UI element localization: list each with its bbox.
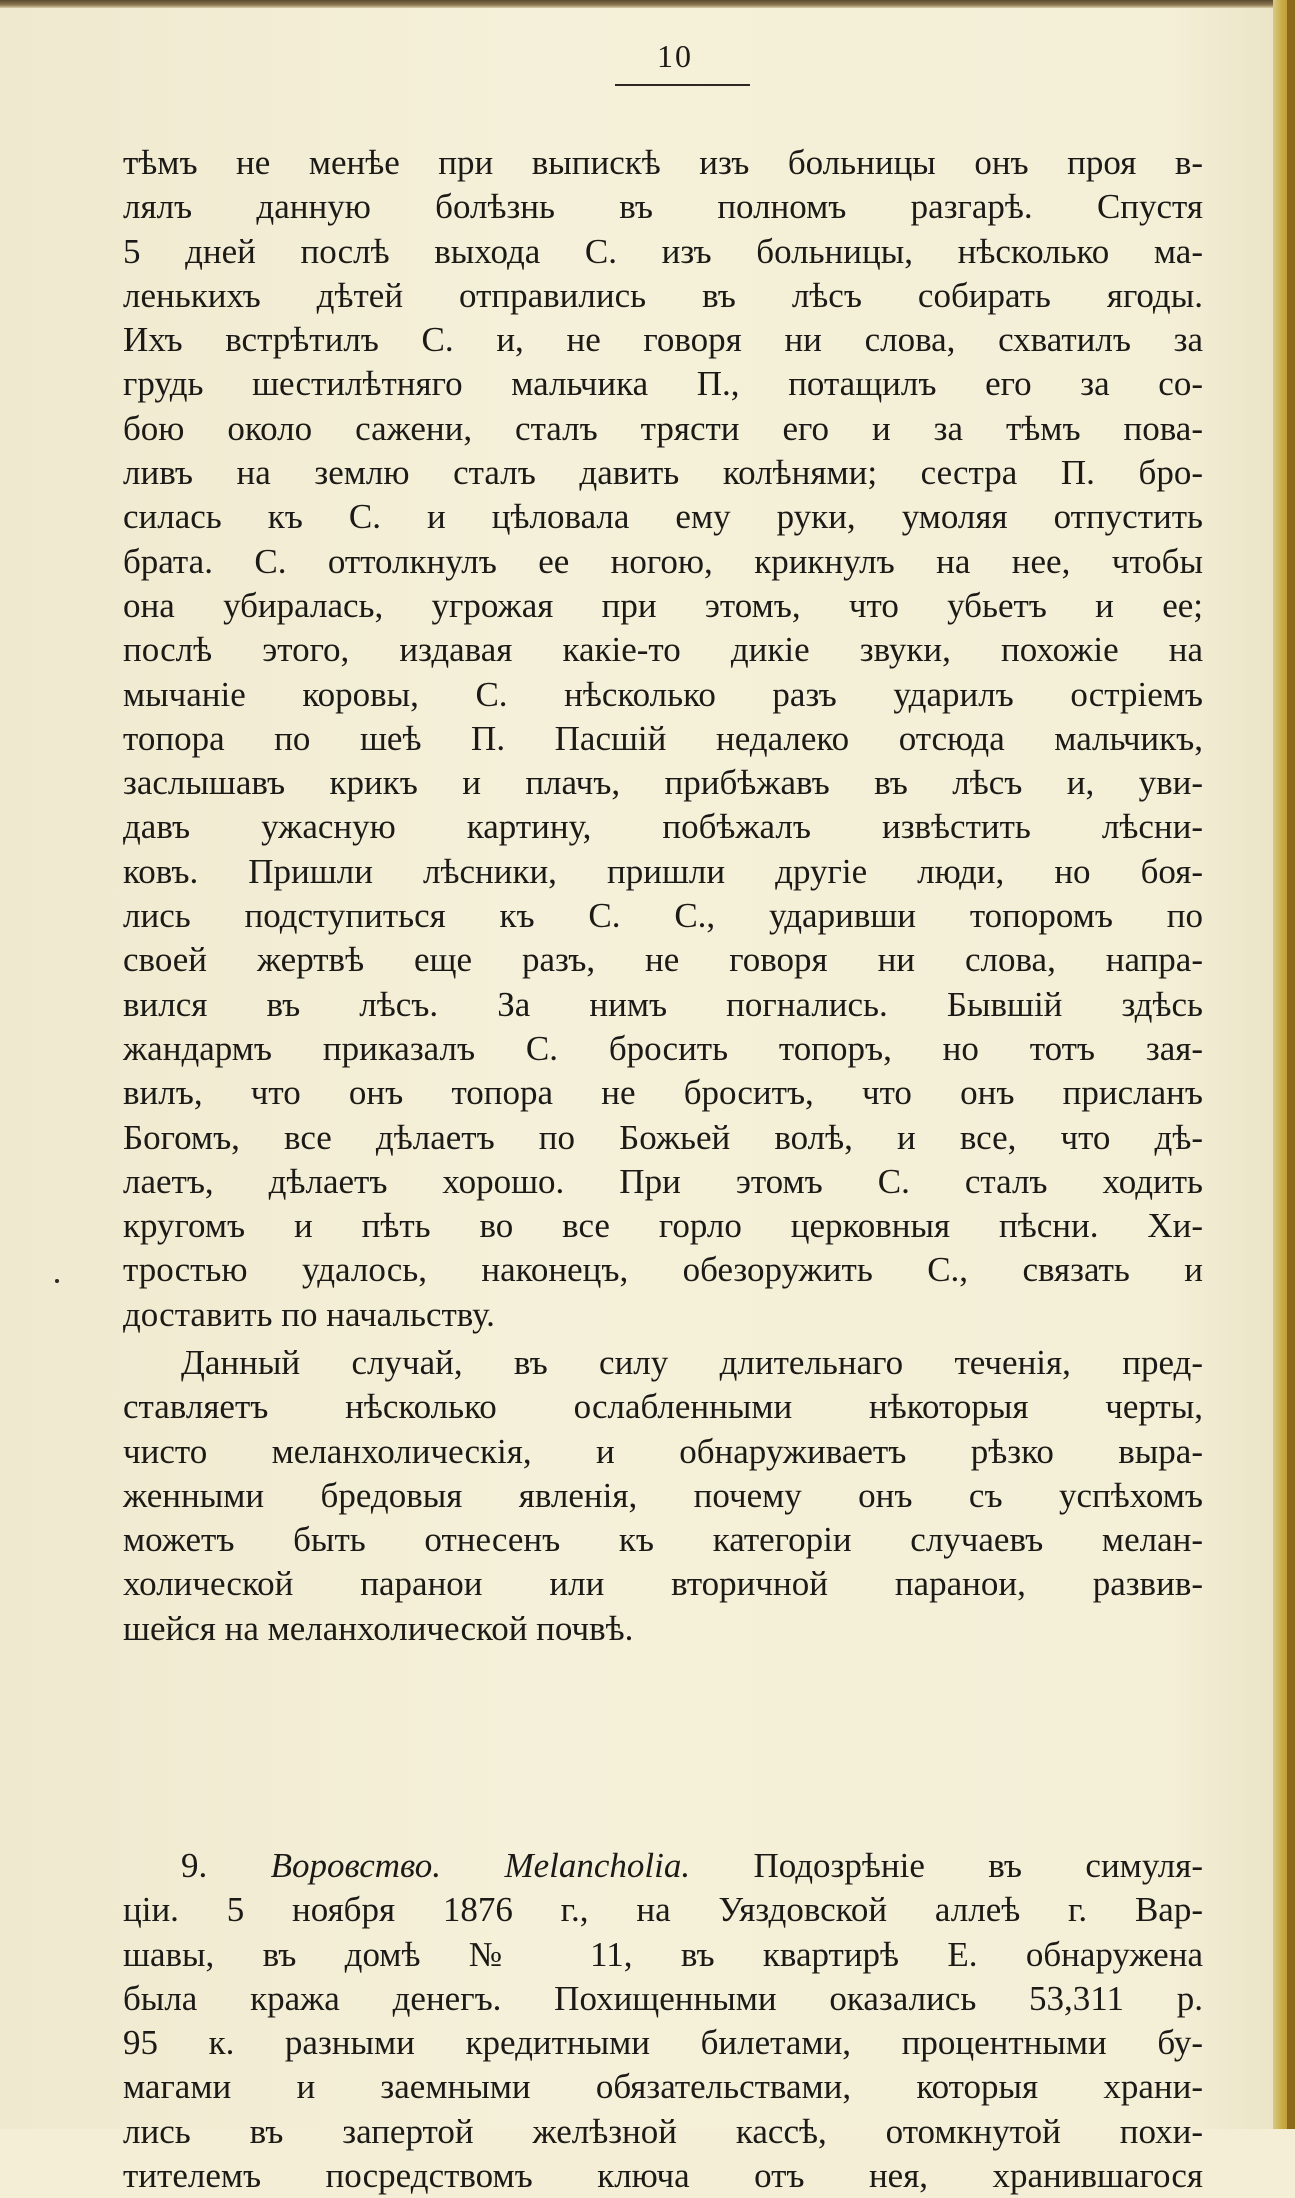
text-line: вилъ, что онъ топора не броситъ, что онъ присланъ <box>123 1073 1203 1113</box>
case-number: 9. <box>181 1846 208 1885</box>
text-line: можетъ быть отнесенъ къ категоріи случаевъ мелан- <box>123 1520 1203 1560</box>
text-line: лись въ запертой желѣзной кассѣ, отомкнутой похи- <box>123 2111 1203 2151</box>
case-heading-rest: Подозрѣніе въ симуля- <box>753 1846 1204 1885</box>
text-line: была кража денегъ. Похищенными оказались 53,311 р. <box>123 1978 1203 2018</box>
text-line: она убиралась, угрожая при этомъ, что убьетъ и ее; <box>123 585 1203 625</box>
text-line: Богомъ, все дѣлаетъ по Божьей волѣ, и все, что дѣ- <box>123 1117 1203 1157</box>
case-title: Воровство. <box>270 1846 442 1885</box>
text-line: кругомъ и пѣть во все горло церковныя пѣсни. Хи- <box>123 1206 1203 1246</box>
case-diagnosis: Melancholia. <box>504 1846 691 1885</box>
text-line: мычаніе коровы, С. нѣсколько разъ ударилъ остріемъ <box>123 674 1203 714</box>
text-line: 95 к. разными кредитными билетами, процентными бу- <box>123 2023 1203 2063</box>
text-line: топора по шеѣ П. Пасшій недалеко отсюда мальчикъ, <box>123 718 1203 758</box>
text-line: брата. С. оттолкнулъ ее ногою, крикнулъ на нее, чтобы <box>123 541 1203 581</box>
text-line: давъ ужасную картину, побѣжалъ извѣстить лѣсни- <box>123 807 1203 847</box>
text-line: шейся на меланхолической почвѣ. <box>123 1608 634 1648</box>
paragraph-case-continuation <box>123 141 1203 1337</box>
text-line: ковъ. Пришли лѣсники, пришли другіе люди, но боя- <box>123 851 1203 891</box>
text-line: 5 дней послѣ выхода С. изъ больницы, нѣсколько ма- <box>123 231 1203 271</box>
text-line: ставляетъ нѣсколько ослабленными нѣкоторыя черты, <box>123 1387 1203 1427</box>
text-line: лись подступиться къ С. С., ударивши топоромъ по <box>123 896 1203 936</box>
text-line: тѣмъ не менѣе при выпискѣ изъ больницы онъ проя в- <box>123 143 1203 182</box>
text-line: ливъ на землю сталъ давить колѣнями; сестра П. бро- <box>123 453 1203 493</box>
text-line: лаетъ, дѣлаетъ хорошо. При этомъ С. сталъ ходить <box>123 1161 1203 1201</box>
header-rule <box>615 84 750 86</box>
text-line: тителемъ посредствомъ ключа отъ нея, хранившагося <box>123 2156 1203 2196</box>
text-line: Данный случай, въ силу длительнаго теченія, пред- <box>181 1343 1203 1382</box>
text-line: послѣ этого, издавая какіе-то дикіе звуки, похожіе на <box>123 630 1203 670</box>
text-line: тростью удалось, наконецъ, обезоружить С., связать и <box>123 1250 1203 1290</box>
book-spine-shadow <box>1287 0 1295 2129</box>
page-number: 10 <box>657 38 693 74</box>
paragraph-case-summary <box>123 1341 1203 1651</box>
text-line: женными бредовыя явленія, почему онъ съ успѣхомъ <box>123 1475 1203 1515</box>
text-line: чисто меланхолическія, и обнаруживаетъ рѣзко выра- <box>123 1431 1203 1471</box>
text-line: Ихъ встрѣтилъ С. и, не говоря ни слова, схватилъ за <box>123 320 1203 360</box>
text-line: вился въ лѣсъ. За нимъ погнались. Бывшій здѣсь <box>123 984 1203 1024</box>
text-line: своей жертвѣ еще разъ, не говоря ни слова, напра- <box>123 940 1203 980</box>
text-line: магами и заемными обязательствами, которыя храни- <box>123 2067 1203 2107</box>
text-line: бою около сажени, сталъ трясти его и за тѣмъ пова- <box>123 408 1203 448</box>
text-line: силась къ С. и цѣловала ему руки, умоляя отпустить <box>123 497 1203 537</box>
text-line: холической паранои или вторичной паранои, развив- <box>123 1564 1203 1604</box>
text-line: доставить по начальству. <box>123 1294 495 1334</box>
text-line: грудь шестилѣтняго мальчика П., потащилъ его за со- <box>123 364 1203 404</box>
text-line: лялъ данную болѣзнь въ полномъ разгарѣ. Спустя <box>123 187 1203 227</box>
text-line: ленькихъ дѣтей отправились въ лѣсъ собирать ягоды. <box>123 275 1203 315</box>
text-line: ціи. 5 ноября 1876 г., на Уяздовской аллеѣ г. Вар- <box>123 1890 1203 1930</box>
text-line: заслышавъ крикъ и плачъ, прибѣжавъ въ лѣсъ и, уви- <box>123 763 1203 803</box>
text-line: шавы, въ домѣ № 11, въ квартирѣ Е. обнаружена <box>123 1934 1203 1974</box>
margin-dot <box>55 1279 59 1283</box>
case-heading-line <box>123 1844 1203 1888</box>
page-top-edge <box>0 0 1295 8</box>
paragraph-case-9 <box>123 1844 1203 2198</box>
text-line: жандармъ приказалъ С. бросить топоръ, но тотъ зая- <box>123 1028 1203 1068</box>
